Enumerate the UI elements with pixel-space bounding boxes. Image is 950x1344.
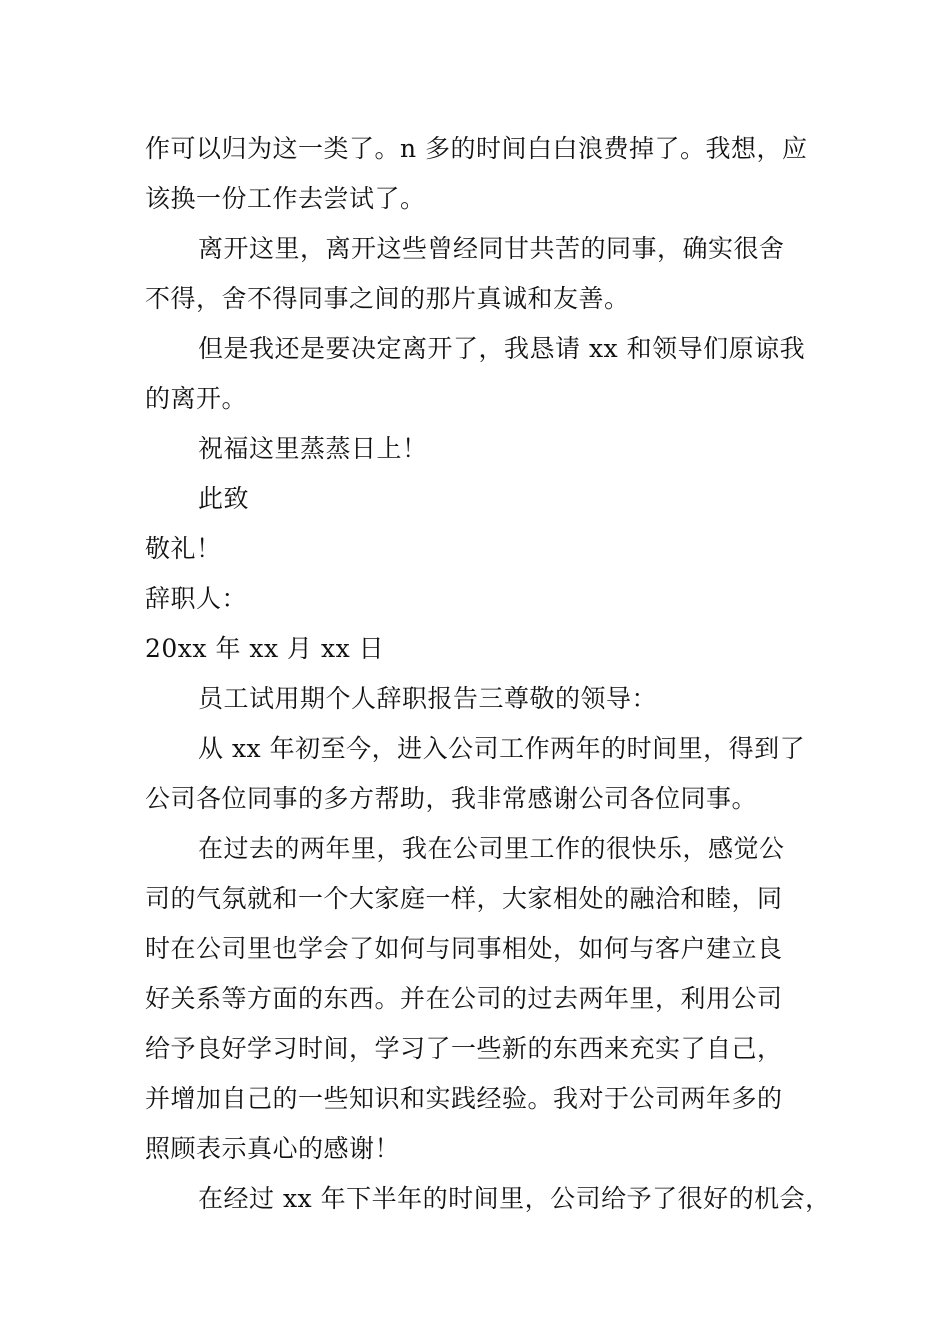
- section-heading: 员工试用期个人辞职报告三尊敬的领导：: [198, 684, 658, 713]
- text-line: 司的气氛就和一个大家庭一样，大家相处的融洽和睦，同: [145, 884, 783, 913]
- text-line: 在过去的两年里，我在公司里工作的很快乐，感觉公: [198, 834, 785, 863]
- text-line: 给予良好学习时间，学习了一些新的东西来充实了自己，: [145, 1034, 783, 1063]
- text-line: 时在公司里也学会了如何与同事相处，如何与客户建立良: [145, 934, 783, 963]
- text-line: 公司各位同事的多方帮助，我非常感谢公司各位同事。: [145, 784, 758, 813]
- text-line: 作可以归为这一类了。n 多的时间白白浪费掉了。我想，应: [145, 134, 808, 163]
- text-line: 不得，舍不得同事之间的那片真诚和友善。: [145, 284, 630, 313]
- text-line: 敬礼！: [145, 534, 222, 563]
- date-line: 20xx 年 xx 月 xx 日: [145, 634, 385, 663]
- text-line: 该换一份工作去尝试了。: [145, 184, 426, 213]
- text-line: 此致: [198, 484, 250, 513]
- text-line: 辞职人：: [145, 584, 248, 613]
- text-line: 照顾表示真心的感谢！: [145, 1134, 401, 1163]
- text-line: 好关系等方面的东西。并在公司的过去两年里，利用公司: [145, 984, 783, 1013]
- text-line: 离开这里，离开这些曾经同甘共苦的同事，确实很舍: [198, 234, 785, 263]
- text-line: 在经过 xx 年下半年的时间里，公司给予了很好的机会，: [198, 1184, 831, 1213]
- text-line: 的离开。: [145, 384, 248, 413]
- text-line: 从 xx 年初至今，进入公司工作两年的时间里，得到了: [198, 734, 806, 763]
- text-line: 并增加自己的一些知识和实践经验。我对于公司两年多的: [145, 1084, 783, 1113]
- text-line: 祝福这里蒸蒸日上！: [198, 434, 428, 463]
- text-line: 但是我还是要决定离开了，我恳请 xx 和领导们原谅我: [198, 334, 806, 363]
